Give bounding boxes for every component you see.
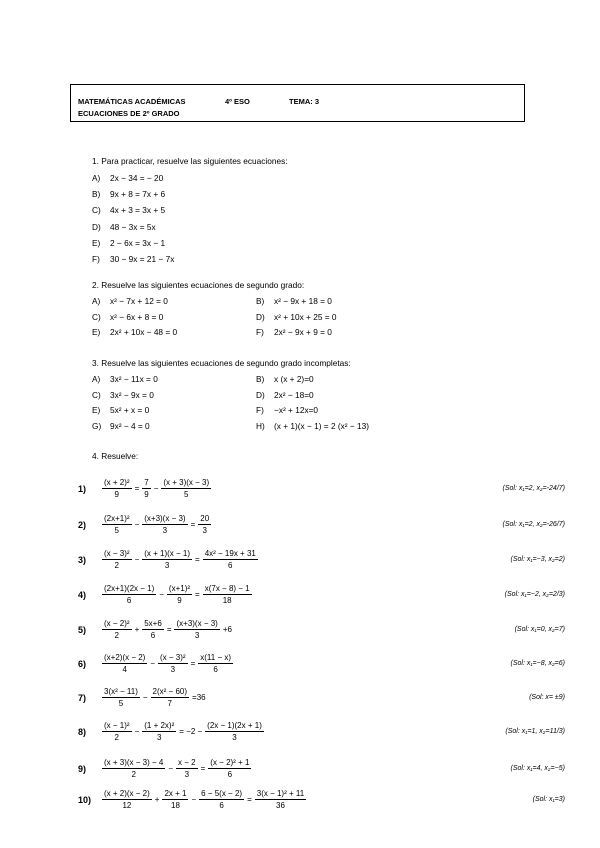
fraction	[102, 720, 132, 743]
equation-number: 6)	[78, 658, 87, 669]
item-letter: B)	[92, 189, 101, 200]
denominator: 9	[114, 490, 119, 499]
numerator: 3(x − 1)² + 11	[256, 789, 305, 798]
item-letter: C)	[92, 205, 101, 216]
equation-row	[78, 757, 253, 780]
operator: =	[190, 659, 196, 668]
solution-note: (Sol: x₁=2, x₂=-26/7)	[502, 521, 565, 528]
item-equation: x² − 9x + 18 = 0	[274, 296, 332, 306]
denominator: 7	[167, 699, 172, 708]
item-letter: F)	[256, 327, 264, 337]
numerator: x(11 − x)	[200, 653, 231, 662]
exercise-item	[92, 390, 154, 400]
fraction	[142, 618, 164, 641]
item-equation: 2x² − 18=0	[274, 389, 314, 400]
operator: =	[247, 795, 252, 804]
item-letter: C)	[92, 311, 101, 322]
solution-note: (Sol: x₁=−2, x₂=2/3)	[504, 591, 565, 598]
fraction	[151, 686, 189, 709]
operator: +	[154, 795, 160, 804]
header-subject: MATEMÁTICAS ACADÉMICAS	[78, 97, 186, 106]
denominator: 2	[131, 770, 136, 779]
operator: −	[153, 484, 159, 493]
exercise-item	[256, 374, 314, 384]
operator: +6	[222, 625, 232, 634]
denominator: 2	[114, 733, 119, 742]
operator: −	[134, 555, 140, 564]
fraction	[102, 757, 165, 780]
solution-note: (Sol: x₁=−8, x₂=6)	[510, 660, 565, 667]
exercise-item	[92, 405, 149, 415]
denominator: 6	[213, 665, 218, 674]
equation-row	[78, 583, 254, 606]
operator: −	[159, 590, 164, 599]
section-1-title: 1. Para practicar, resuelve las siguientes ecuaciones:	[92, 156, 288, 166]
solution-note: (Sol: x₁=2, x₂=-24/7)	[502, 485, 565, 492]
item-letter: F)	[256, 405, 264, 416]
numerator: (x+3)(x − 3)	[144, 514, 186, 523]
equation-number: 2)	[78, 519, 87, 530]
exercise-item	[92, 296, 168, 306]
item-equation: 3x² − 9x = 0	[110, 389, 154, 400]
header-box	[70, 84, 525, 122]
denominator: 3	[194, 631, 200, 640]
denominator: 3	[164, 561, 170, 570]
exercise-item	[256, 312, 337, 322]
item-equation: 5x² + x = 0	[110, 405, 150, 416]
item-letter: H)	[256, 420, 265, 431]
item-letter: E)	[92, 405, 101, 416]
fraction	[102, 548, 132, 571]
item-equation: x² − 6x + 8 = 0	[110, 311, 164, 322]
denominator: 6	[227, 770, 233, 779]
exercise-item	[92, 421, 150, 431]
equation-row	[78, 720, 266, 743]
denominator: 36	[276, 801, 285, 810]
equation-number: 3)	[78, 554, 87, 565]
equation-number: 7)	[78, 692, 87, 703]
exercise-item	[92, 327, 177, 337]
fraction	[167, 583, 192, 606]
numerator: (2x+1)(2x − 1)	[104, 584, 155, 593]
fraction	[142, 513, 187, 536]
operator: −	[168, 764, 174, 773]
denominator: 6	[219, 801, 224, 810]
section-3-title: 3. Resuelve las siguientes ecuaciones de segundo grado incompletas:	[92, 358, 351, 368]
fraction	[102, 513, 132, 536]
item-letter: E)	[92, 327, 101, 337]
item-equation: 9x + 8 = 7x + 6	[110, 189, 166, 200]
item-equation: 30 − 9x = 21 − 7x	[110, 254, 175, 264]
section-4-title: 4. Resuelve:	[92, 451, 139, 461]
equation-row	[78, 513, 213, 536]
fraction	[199, 788, 244, 811]
item-equation: (x + 1)(x − 1) = 2 (x² − 13)	[274, 420, 369, 431]
exercise-item	[92, 238, 165, 248]
denominator: 3	[170, 665, 176, 674]
item-equation: x² − 7x + 12 = 0	[110, 296, 168, 306]
exercise-item	[256, 405, 318, 415]
denominator: 9	[177, 596, 182, 605]
exercise-item	[92, 222, 156, 232]
equation-number: 8)	[78, 726, 87, 737]
header-unit: ECUACIONES DE 2º GRADO	[78, 109, 180, 118]
exercise-item	[92, 173, 163, 183]
numerator: (x+2)(x − 2)	[104, 653, 146, 662]
exercise-item	[256, 296, 332, 306]
numerator: (x+3)(x − 3)	[176, 619, 218, 628]
exercise-item	[256, 390, 314, 400]
operator: =	[195, 555, 200, 564]
equation-row	[78, 548, 260, 571]
equation-number: 10)	[78, 794, 92, 805]
denominator: 2	[114, 561, 119, 570]
fraction	[255, 788, 306, 811]
fraction	[102, 686, 140, 709]
denominator: 3	[162, 526, 168, 535]
equation-number: 4)	[78, 589, 87, 600]
denominator: 3	[232, 733, 237, 742]
item-letter: F)	[92, 254, 100, 264]
exercise-item	[92, 374, 158, 384]
item-equation: 2x − 34 = − 20	[110, 173, 164, 183]
equation-row	[78, 618, 233, 641]
operator: =36	[192, 693, 206, 702]
item-equation: 48 − 3x = 5x	[110, 221, 156, 232]
item-equation: 3x² − 11x = 0	[110, 374, 158, 384]
solution-note: (Sol: x₁=3)	[532, 796, 565, 803]
numerator: (x + 2)²	[104, 478, 130, 487]
item-equation: −x² + 12x=0	[274, 405, 319, 416]
exercise-item	[256, 421, 369, 431]
numerator: (x − 2)²	[104, 619, 130, 628]
item-equation: 2x² + 10x − 48 = 0	[110, 327, 178, 337]
equation-number: 1)	[78, 483, 87, 494]
denominator: 4	[122, 665, 127, 674]
numerator: 2(x² − 60)	[152, 687, 188, 696]
denominator: 2	[114, 631, 119, 640]
equation-row	[78, 477, 213, 500]
section-2-title: 2. Resuelve las siguientes ecuaciones de segundo grado:	[92, 280, 305, 290]
denominator: 18	[171, 801, 180, 810]
denominator: 3	[202, 526, 207, 535]
numerator: (x + 3)(x − 3)	[163, 478, 210, 487]
operator: −	[142, 693, 148, 702]
denominator: 5	[184, 490, 189, 499]
numerator: (2x+1)²	[104, 514, 130, 523]
operator: −	[150, 659, 156, 668]
fraction	[158, 652, 188, 675]
numerator: (x + 3)(x − 3) − 4	[104, 758, 164, 767]
item-letter: D)	[256, 311, 265, 322]
numerator: 7	[144, 478, 149, 487]
equation-number: 9)	[78, 763, 87, 774]
fraction	[162, 788, 188, 811]
fraction	[198, 513, 211, 536]
denominator: 5	[118, 699, 124, 708]
item-letter: B)	[256, 374, 265, 384]
fraction	[102, 788, 152, 811]
numerator: 6 − 5(x − 2)	[201, 789, 243, 798]
numerator: x − 2	[178, 758, 196, 767]
denominator: 6	[126, 596, 132, 605]
item-letter: C)	[92, 389, 101, 400]
item-equation: 2 − 6x = 3x − 1	[110, 237, 166, 248]
item-letter: G)	[92, 420, 102, 431]
fraction	[203, 548, 258, 571]
numerator: (2x − 1)(2x + 1)	[207, 721, 262, 730]
header-topic: TEMA: 3	[289, 97, 319, 106]
fraction	[205, 720, 264, 743]
exercise-item	[92, 205, 165, 215]
equation-row	[78, 788, 308, 811]
solution-note: (Sol: x₁=1, x₂=11/3)	[505, 728, 565, 735]
operator: −	[134, 727, 140, 736]
item-letter: A)	[92, 374, 101, 384]
fraction	[208, 757, 251, 780]
denominator: 3	[157, 733, 162, 742]
fraction	[161, 477, 211, 500]
item-equation: 4x + 3 = 3x + 5	[110, 205, 166, 216]
fraction	[174, 618, 219, 641]
equation-row	[78, 652, 235, 675]
denominator: 6	[150, 631, 156, 640]
numerator: (x + 1)(x − 1)	[144, 549, 191, 558]
fraction	[102, 477, 132, 500]
operator: −	[134, 520, 140, 529]
operator: −	[191, 795, 197, 804]
operator: = −2 −	[179, 727, 203, 736]
fraction	[102, 583, 156, 606]
solution-note: (Sol: x₁=4, x₂=−5)	[510, 765, 565, 772]
fraction	[142, 477, 150, 500]
item-equation: 2x² − 9x + 9 = 0	[274, 327, 332, 337]
operator: =	[195, 590, 200, 599]
denominator: 12	[122, 801, 132, 810]
numerator: x(7x − 8) − 1	[204, 584, 250, 593]
numerator: (x − 3)²	[160, 653, 186, 662]
numerator: (1 + 2x)²	[144, 721, 175, 730]
item-letter: A)	[92, 173, 101, 183]
item-equation: x² + 10x + 25 = 0	[274, 311, 337, 322]
denominator: 18	[222, 596, 232, 605]
operator: +	[134, 625, 140, 634]
item-equation: x (x + 2)=0	[274, 374, 314, 384]
denominator: 6	[228, 561, 233, 570]
item-letter: D)	[256, 389, 265, 400]
fraction	[102, 652, 147, 675]
operator: =	[134, 484, 140, 493]
solution-note: (Sol: x₁=0, x₂=7)	[514, 626, 565, 633]
numerator: 5x+6	[144, 619, 162, 628]
numerator: 3(x² − 11)	[104, 687, 138, 696]
operator: =	[200, 764, 206, 773]
exercise-item	[92, 254, 174, 264]
numerator: 20	[200, 514, 210, 523]
fraction	[102, 618, 132, 641]
numerator: (x − 1)²	[104, 721, 130, 730]
fraction	[142, 548, 192, 571]
numerator: 2x + 1	[164, 789, 187, 798]
numerator: 4x² − 19x + 31	[204, 549, 256, 558]
numerator: (x − 2)² + 1	[210, 758, 250, 767]
fraction	[198, 652, 233, 675]
denominator: 5	[114, 526, 119, 535]
operator: =	[166, 625, 172, 634]
operator: =	[190, 520, 196, 529]
exercise-item	[92, 189, 165, 199]
solution-note: (Sol: x₁=−3, x₂=2)	[510, 556, 565, 563]
exercise-item	[256, 327, 332, 337]
header-level: 4º ESO	[225, 97, 250, 106]
equation-number: 5)	[78, 624, 87, 635]
numerator: (x + 2)(x − 2)	[104, 789, 150, 798]
item-equation: 9x² − 4 = 0	[110, 420, 150, 431]
item-letter: B)	[256, 296, 265, 306]
numerator: (x+1)²	[168, 584, 191, 593]
fraction	[176, 757, 198, 780]
item-letter: A)	[92, 296, 101, 306]
solution-note: (Sol: x= ±9)	[529, 694, 565, 701]
equation-row	[78, 686, 207, 709]
denominator: 9	[144, 490, 149, 499]
item-letter: D)	[92, 221, 101, 232]
fraction	[203, 583, 252, 606]
fraction	[142, 720, 176, 743]
item-letter: E)	[92, 237, 101, 248]
exercise-item	[92, 312, 163, 322]
denominator: 3	[184, 770, 190, 779]
numerator: (x − 3)²	[104, 549, 130, 558]
